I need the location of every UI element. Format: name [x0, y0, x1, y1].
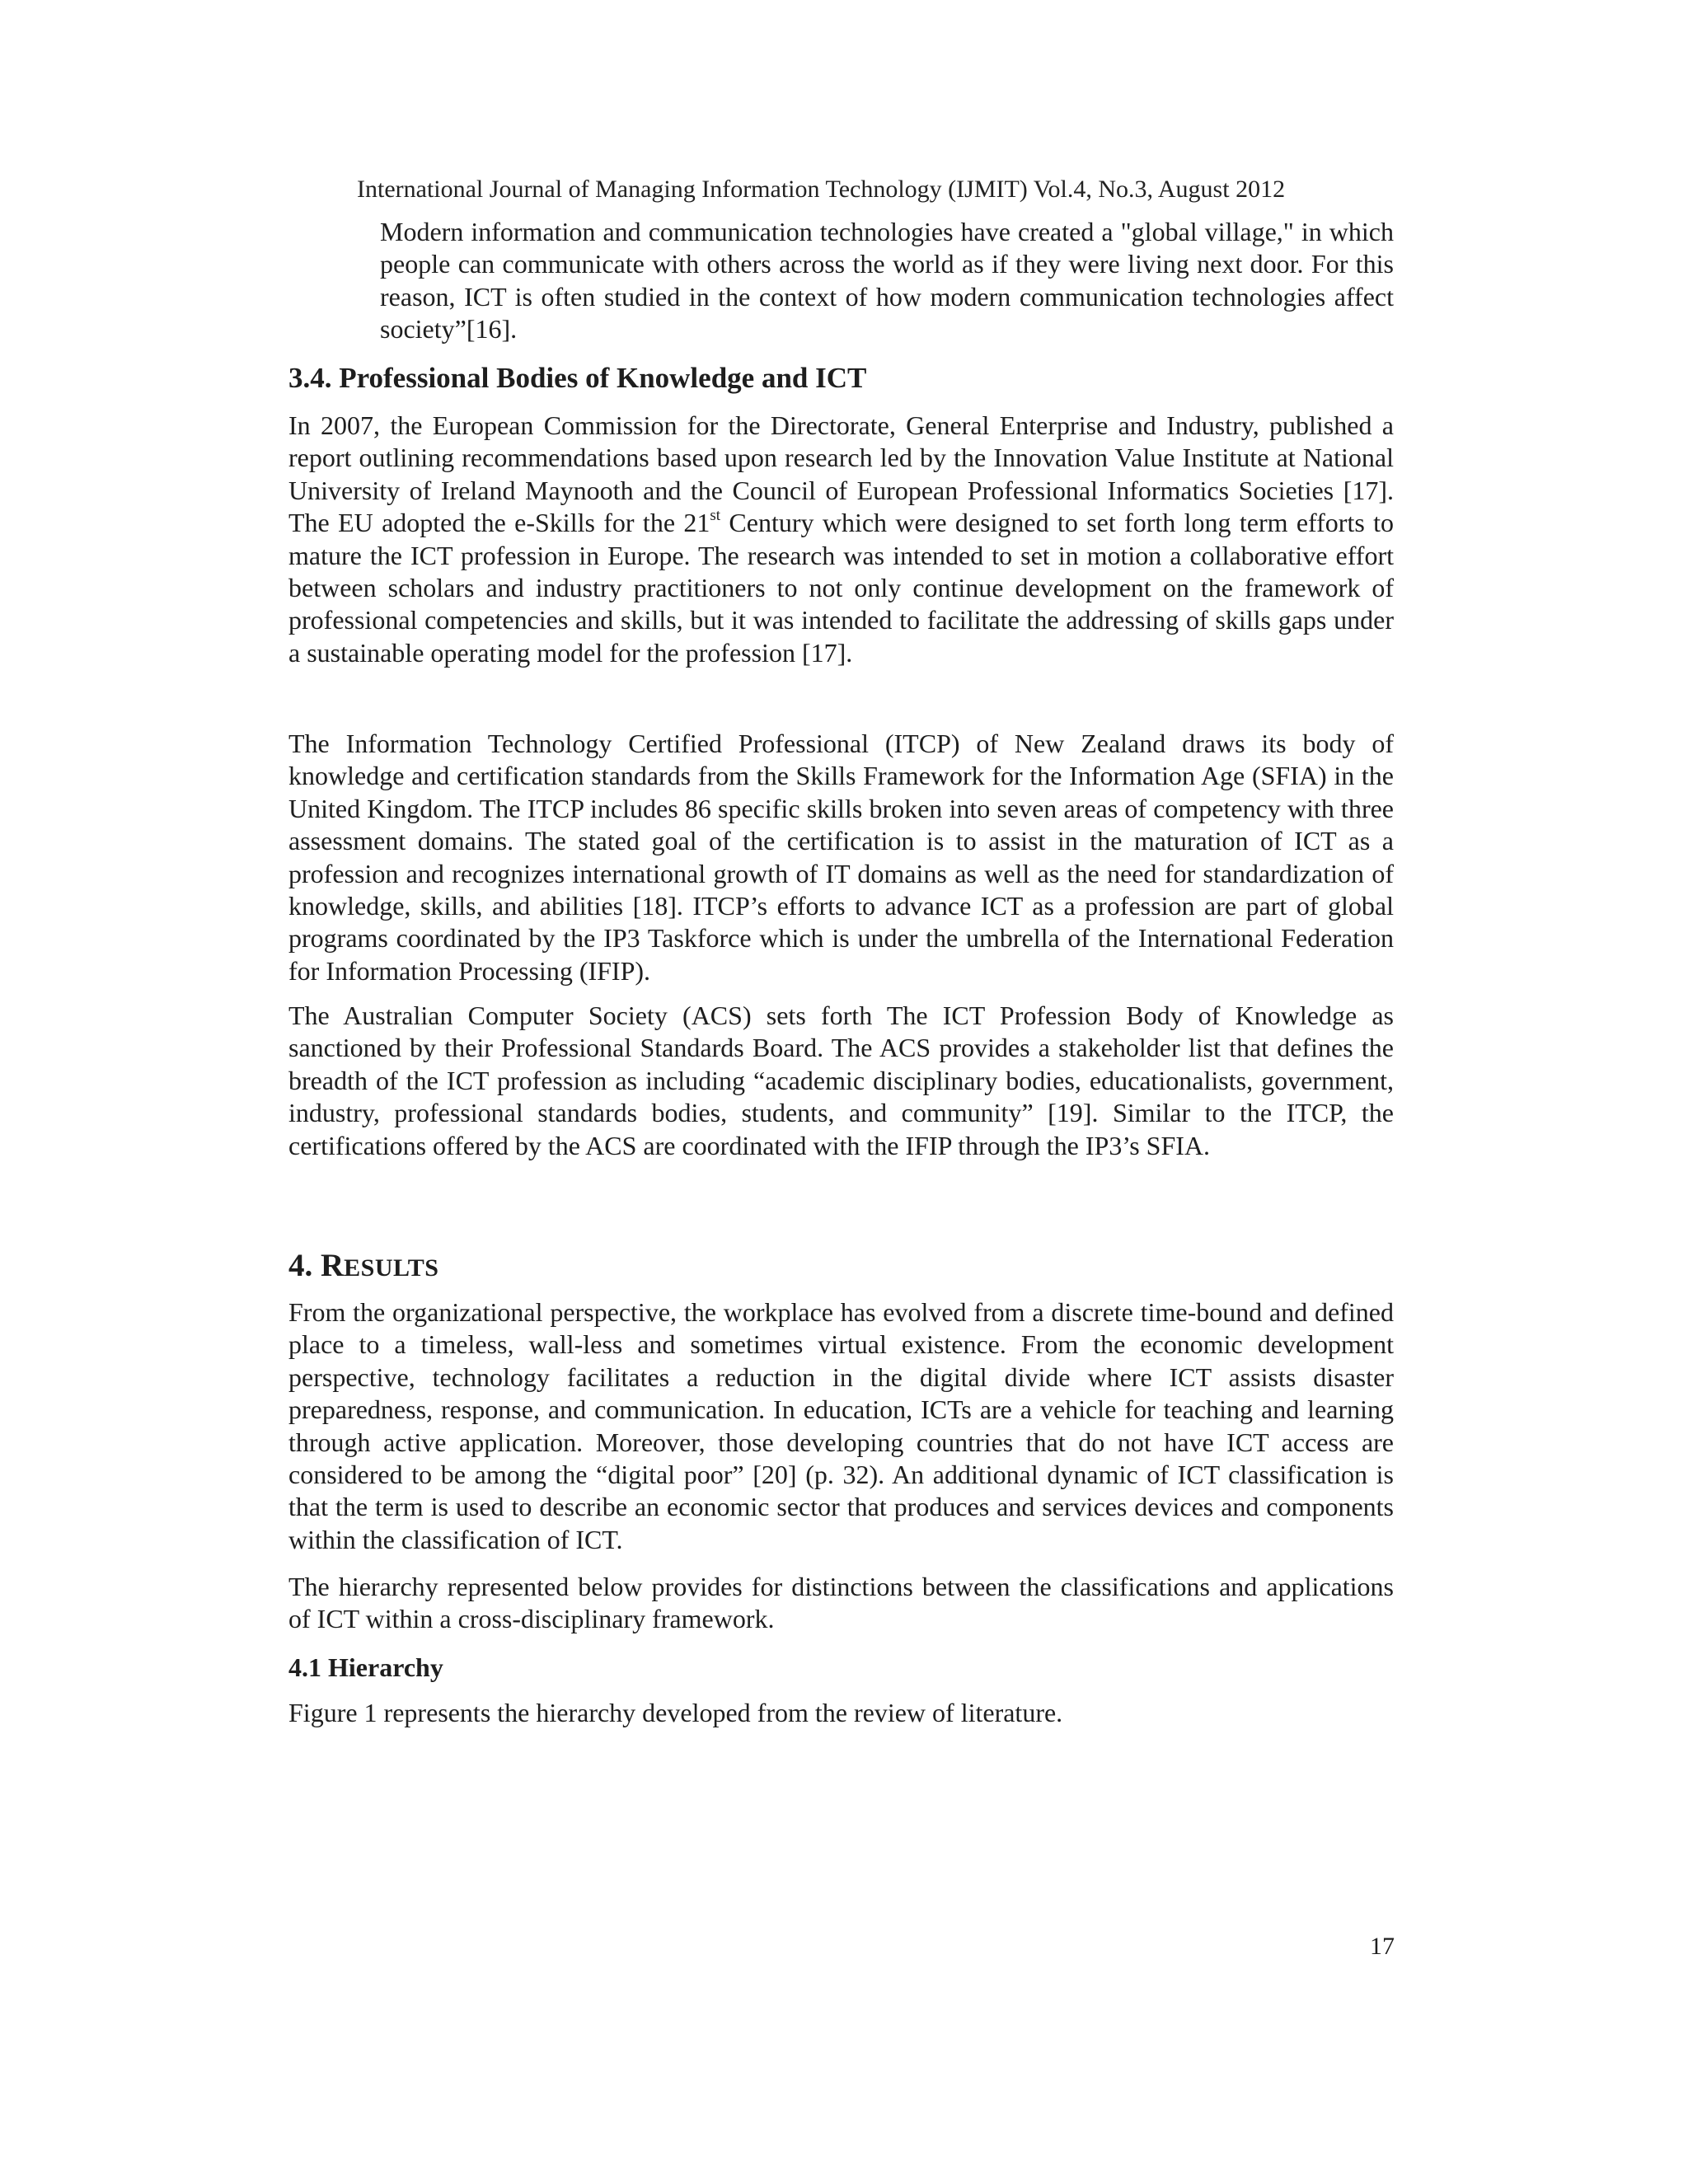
section-4-1-heading: 4.1 Hierarchy	[288, 1652, 443, 1682]
section-3-4-paragraph-2: The Information Technology Certified Professional (ITCP) of New Zealand draws its body of knowledge and certification standards from the Skills Framework for the Information Age (SFIA) in the United Kingdom. The ITCP includes 86 specific skills broken into seven areas of competency with three assessment domains. The stated goal of the certification is to assist in the maturation of ICT as a profession and recognizes international growth of IT domains as well as the need for standardization of knowledge, skills, and abilities [18]. ITCP’s efforts to advance ICT as a profession are part of global programs coordinated by the IP3 Taskforce which is under the umbrella of the International Federation for Information Processing (IFIP).	[288, 729, 1394, 986]
section-3-4-heading-wrap	[288, 361, 1394, 396]
superscript-st: st	[710, 507, 721, 525]
paragraph-1-text-b: Century which were designed to set forth long term efforts to mature the ICT profession in Europe. The research was intended to set in motion a collaborative effort between scholars and industry practitioners to not only continue development on the framework of professional competencies and skills, but it was intended to facilitate the addressing of skills gaps under a sustainable operating model for the profession [17].	[288, 508, 1395, 668]
section-4-paragraph-3: Figure 1 represents the hierarchy developed from the review of literature.	[288, 1698, 1063, 1727]
section-4-heading-rest: ESULTS	[344, 1254, 439, 1282]
section-3-4-heading: 3.4. Professional Bodies of Knowledge and ICT	[288, 362, 867, 394]
section-3-4-paragraph-2-wrap	[288, 728, 1394, 987]
section-4-heading	[288, 1247, 1394, 1287]
section-4-1-heading-wrap	[288, 1651, 1394, 1684]
section-4-paragraph-1-wrap	[288, 1296, 1394, 1556]
section-3-4-paragraph-1	[288, 410, 1394, 669]
section-4-heading-wrap	[288, 1247, 1394, 1287]
section-4-paragraph-3-wrap	[288, 1697, 1394, 1729]
paragraph-1-text-a: In 2007, the European Commission for the Directorate, General Enterprise and Industry, published a report outlining recommendations based upon research led by the Innovation Value Institute at National University of Ireland Maynooth and the Council of European Professional Informatics Societies [17]. The EU adopted the e-Skills for the 21	[288, 410, 1394, 538]
section-4-paragraph-2-wrap	[288, 1571, 1394, 1636]
running-header: International Journal of Managing Information Technology (IJMIT) Vol.4, No.3, August 2012	[357, 176, 1286, 203]
section-4-heading-number: 4. R	[288, 1248, 345, 1283]
section-3-4-paragraph-3: The Australian Computer Society (ACS) sets forth The ICT Profession Body of Knowledge as sanctioned by their Professional Standards Board. The ACS provides a stakeholder list that defines the breadth of the ICT profession as including “academic disciplinary bodies, educationalists, government, industry, professional standards bodies, students, and community” [19]. Similar to the ITCP, the certifications offered by the ACS are coordinated with the IFIP through the IP3’s SFIA.	[288, 1001, 1394, 1160]
section-4-paragraph-1: From the organizational perspective, the workplace has evolved from a discrete time-bound and defined place to a timeless, wall-less and sometimes virtual existence. From the economic development perspective, technology facilitates a reduction in the digital divide where ICT assists disaster preparedness, response, and communication. In education, ICTs are a vehicle for teaching and learning through active application. Moreover, those developing countries that do not have ICT access are considered to be among the “digital poor” [20] (p. 32). An additional dynamic of ICT classification is that the term is used to describe an economic sector that produces and services devices and components within the classification of ICT.	[288, 1297, 1394, 1554]
section-3-4-paragraph-3-wrap	[288, 1000, 1394, 1162]
block-quote: Modern information and communication technologies have created a "global village," in which people can communicate with others across the world as if they were living next door. For this reason, ICT is often studied in the context of how modern communication technologies affect society”[16].	[380, 217, 1394, 344]
section-3-4-paragraph-1-wrap	[288, 410, 1394, 669]
section-4-paragraph-2: The hierarchy represented below provides for distinctions between the classifications and applications of ICT within a cross-disciplinary framework.	[288, 1572, 1394, 1634]
page-number: 17	[1370, 1933, 1395, 1960]
